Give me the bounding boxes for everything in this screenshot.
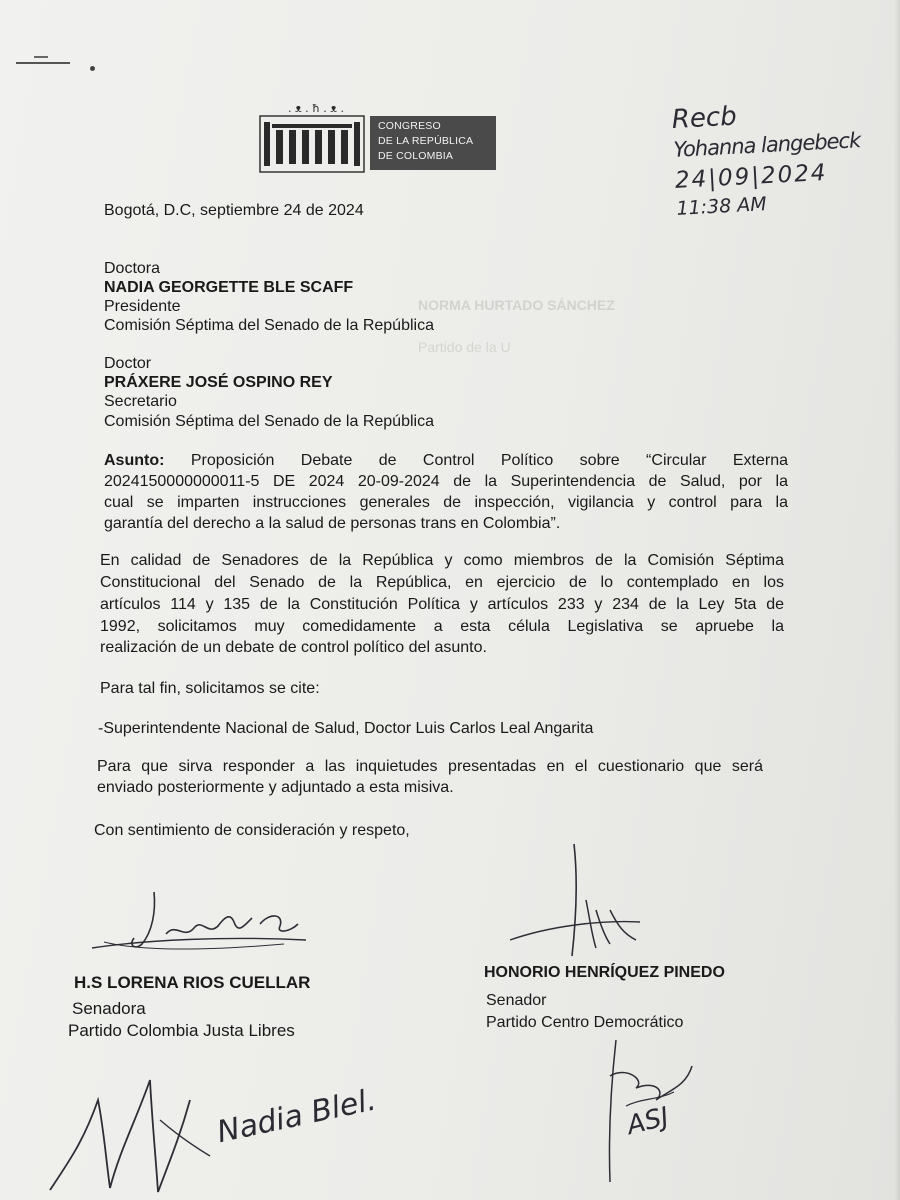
recipient-title: Doctora bbox=[104, 260, 161, 277]
subject-label: Asunto: bbox=[104, 452, 165, 469]
received-line-4: 11:38 AM bbox=[675, 193, 768, 220]
received-note bbox=[671, 95, 864, 221]
signatory-name: H.S LORENA RIOS CUELLAR bbox=[74, 973, 311, 992]
logo-box bbox=[370, 116, 496, 170]
subject-line-1 bbox=[104, 450, 788, 471]
congreso-logo bbox=[258, 98, 498, 174]
page-edge-shadow bbox=[894, 0, 900, 1200]
recipient-name: NADIA GEORGETTE BLE SCAFF bbox=[104, 279, 354, 296]
bleed-through: Partido de la U bbox=[418, 339, 511, 355]
signatory-role: Senador bbox=[486, 992, 547, 1009]
recipient-name: PRÁXERE JOSÉ OSPINO REY bbox=[104, 374, 333, 391]
recipient-org: Comisión Séptima del Senado de la República bbox=[104, 413, 434, 430]
bleed-through: NORMA HURTADO SÁNCHEZ bbox=[418, 297, 615, 313]
logo-line-3: DE COLOMBIA bbox=[378, 150, 454, 162]
received-line-3: 24|09|2024 bbox=[674, 159, 829, 194]
body-line: Constitucional del Senado de la República, en ejercicio de lo contemplado en los bbox=[100, 574, 784, 591]
scan-mark bbox=[16, 62, 70, 64]
subject-line-3: cual se imparten instrucciones generales de inspección, vigilancia y control para la bbox=[104, 494, 788, 511]
recipient-title: Doctor bbox=[104, 355, 152, 372]
signatory-party: Partido Colombia Justa Libres bbox=[68, 1021, 295, 1040]
body-line: Para que sirva responder a las inquietudes presentadas en el cuestionario que será bbox=[97, 758, 763, 775]
recipient-org: Comisión Séptima del Senado de la República bbox=[104, 317, 434, 334]
signatory-name: HONORIO HENRÍQUEZ PINEDO bbox=[484, 964, 725, 981]
body-line: En calidad de Senadores de la República y como miembros de la Comisión Séptima bbox=[100, 552, 784, 569]
logo-line-2: DE LA REPÚBLICA bbox=[378, 135, 474, 147]
scan-mark bbox=[90, 66, 95, 71]
handwritten-name: Nadia Blel. bbox=[214, 1082, 380, 1151]
signature-left bbox=[84, 882, 314, 962]
body-cited-official: -Superintendente Nacional de Salud, Doctor Luis Carlos Leal Angarita bbox=[98, 720, 594, 737]
svg-text:. ᴥ . ħ . ᴥ .: . ᴥ . ħ . ᴥ . bbox=[288, 102, 344, 115]
body-line: 1992, solicitamos muy comedidamente a esta célula Legislativa se apruebe la bbox=[100, 618, 784, 635]
body-line: realización de un debate de control político del asunto. bbox=[100, 639, 487, 656]
logo-line-1: CONGRESO bbox=[378, 120, 441, 132]
body-request: Para tal fin, solicitamos se cite: bbox=[100, 680, 320, 697]
subject-line-2: 2024150000000011-5 DE 2024 20-09-2024 de la Superintendencia de Salud, por la bbox=[104, 473, 788, 490]
handwritten-initials: ASJ bbox=[624, 1101, 672, 1142]
received-line-1: Recb bbox=[671, 101, 738, 135]
closing: Con sentimiento de consideración y respeto, bbox=[94, 822, 410, 839]
recipient-role: Secretario bbox=[104, 393, 177, 410]
signatory-role: Senadora bbox=[72, 999, 146, 1018]
body-line: enviado posteriormente y adjuntado a esta misiva. bbox=[97, 779, 454, 796]
signatory-party: Partido Centro Democrático bbox=[486, 1014, 684, 1031]
body-line: artículos 114 y 135 de la Constitución Política y artículos 233 y 234 de la Ley 5ta de bbox=[100, 596, 784, 613]
subject-text: Proposición Debate de Control Político sobre “Circular Externa bbox=[190, 452, 789, 469]
scan-mark bbox=[34, 56, 48, 58]
letter-date: Bogotá, D.C, septiembre 24 de 2024 bbox=[104, 202, 364, 219]
received-line-2: Yohanna langebeck bbox=[672, 128, 861, 162]
signature-right bbox=[500, 840, 670, 960]
capitol-icon bbox=[258, 98, 368, 174]
signature-bottom-left bbox=[40, 1060, 240, 1200]
subject-line-4: garantía del derecho a la salud de personas trans en Colombia”. bbox=[104, 515, 561, 532]
recipient-role: Presidente bbox=[104, 298, 181, 315]
